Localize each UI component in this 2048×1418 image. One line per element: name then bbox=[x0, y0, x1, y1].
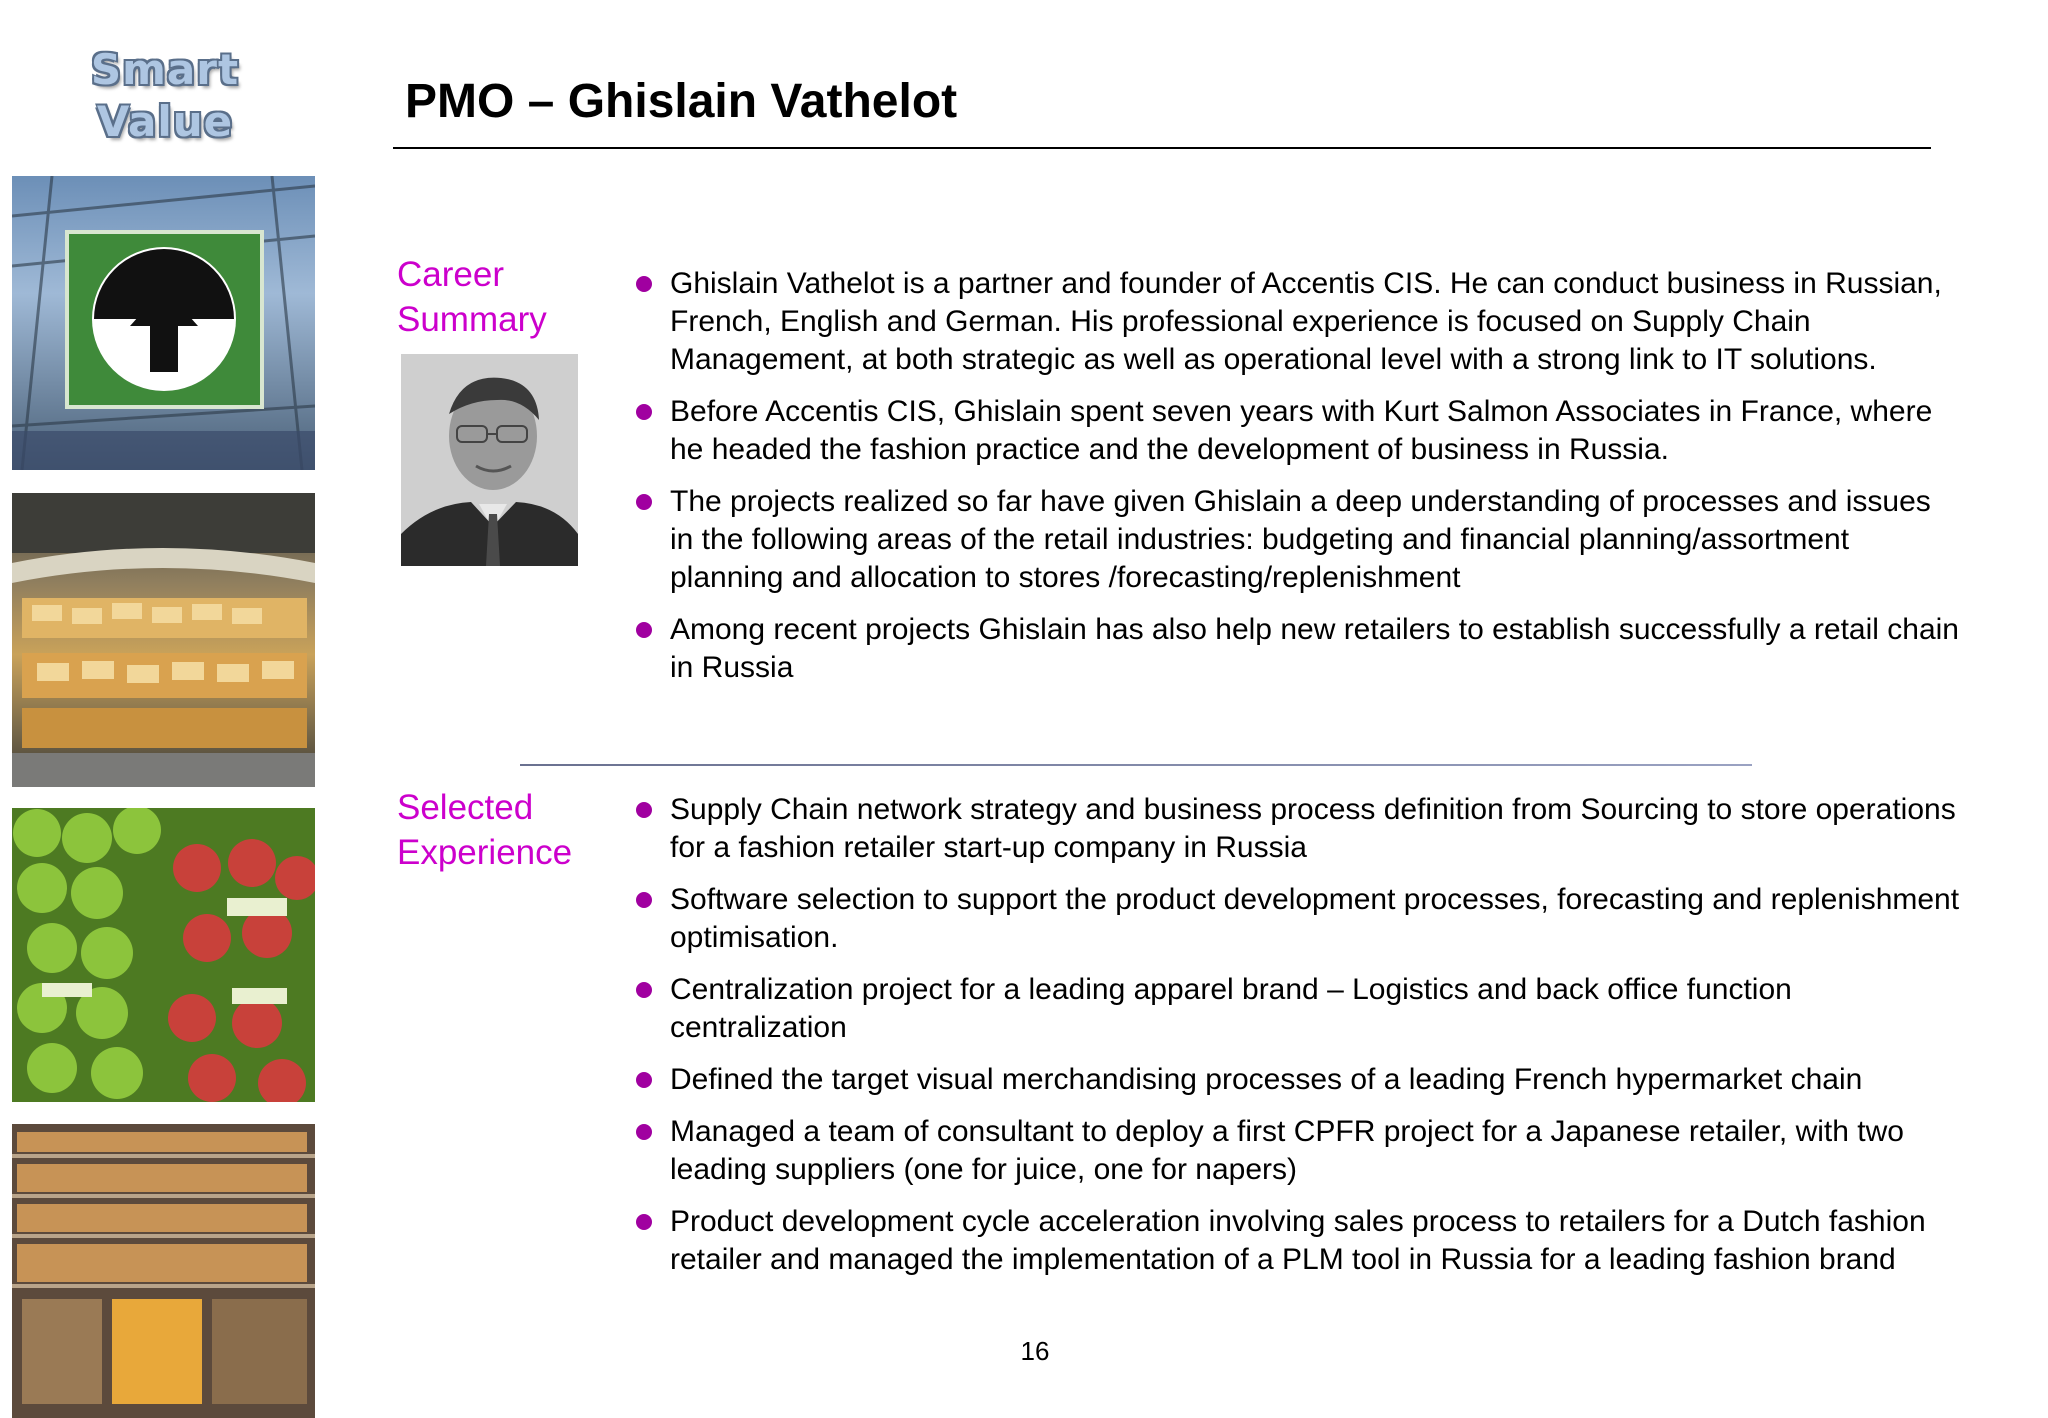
selected-experience-heading: Selected Experience bbox=[397, 788, 573, 872]
bullet-icon bbox=[636, 622, 652, 638]
page-number: 16 bbox=[1020, 1336, 1050, 1366]
list-item bbox=[632, 971, 1962, 1047]
list-item bbox=[632, 881, 1962, 957]
photo-store-sign bbox=[12, 176, 315, 470]
photo-apples bbox=[12, 808, 315, 1102]
bullet-icon bbox=[636, 276, 652, 292]
list-item-text: Centralization project for a leading apparel brand – Logistics and back office function centralization bbox=[670, 973, 1792, 1044]
list-item-text: Managed a team of consultant to deploy a first CPFR project for a Japanese retailer, with two leading suppliers (one for juice, one for napers) bbox=[670, 1115, 1904, 1186]
bullet-icon bbox=[636, 982, 652, 998]
list-item bbox=[632, 393, 1962, 469]
list-item-text: Before Accentis CIS, Ghislain spent seven years with Kurt Salmon Associates in France, where he headed the fashion practice and the development of business in Russia. bbox=[670, 395, 1933, 466]
bullet-icon bbox=[636, 892, 652, 908]
title-divider bbox=[393, 147, 1931, 149]
bullet-icon bbox=[636, 1214, 652, 1230]
list-item-text: Software selection to support the product development processes, forecasting and replenishment optimisation. bbox=[670, 883, 1960, 954]
bullet-icon bbox=[636, 802, 652, 818]
smart-value-logo bbox=[60, 44, 270, 148]
section-divider bbox=[520, 764, 1752, 766]
list-item bbox=[632, 1203, 1962, 1279]
page-title: PMO – Ghislain Vathelot bbox=[405, 75, 958, 128]
bullet-icon bbox=[636, 404, 652, 420]
list-item-text: Supply Chain network strategy and business process definition from Sourcing to store operations for a fashion retailer start-up company in Russia bbox=[670, 793, 1956, 864]
career-summary-heading: Career Summary bbox=[397, 255, 547, 339]
portrait-photo bbox=[401, 354, 578, 566]
photo-bakery-counter bbox=[12, 493, 315, 787]
list-item-text: Ghislain Vathelot is a partner and founder of Accentis CIS. He can conduct business in Russian, French, English and German. His professional experience is focused on Supply Chain Management, at both strategic as well as operational level with a strong link to IT solutions. bbox=[670, 267, 1942, 376]
list-item-text: Defined the target visual merchandising processes of a leading French hypermarket chain bbox=[670, 1063, 1863, 1096]
bullet-icon bbox=[636, 1072, 652, 1088]
list-item-text: Among recent projects Ghislain has also help new retailers to establish successfully a retail chain in Russia bbox=[670, 613, 1959, 684]
list-item bbox=[632, 791, 1962, 867]
bullet-icon bbox=[636, 1124, 652, 1140]
list-item bbox=[632, 265, 1962, 379]
list-item-text: Product development cycle acceleration involving sales process to retailers for a Dutch fashion retailer and managed the implementation of a PLM tool in Russia for a leading fashion brand bbox=[670, 1205, 1926, 1276]
list-item-text: The projects realized so far have given Ghislain a deep understanding of processes and issues in the following areas of the retail industries: budgeting and financial planning/assortment planning and allocation to stores /forecasting/replenishment bbox=[670, 485, 1931, 594]
list-item bbox=[632, 483, 1962, 597]
bullet-icon bbox=[636, 494, 652, 510]
career-summary-list bbox=[632, 265, 1962, 701]
selected-experience-list bbox=[632, 791, 1962, 1293]
logo-line-1: Smart bbox=[90, 45, 240, 94]
logo-line-2: Value bbox=[96, 97, 234, 146]
list-item bbox=[632, 611, 1962, 687]
list-item bbox=[632, 1061, 1962, 1099]
photo-grocery-shelves bbox=[12, 1124, 315, 1418]
list-item bbox=[632, 1113, 1962, 1189]
